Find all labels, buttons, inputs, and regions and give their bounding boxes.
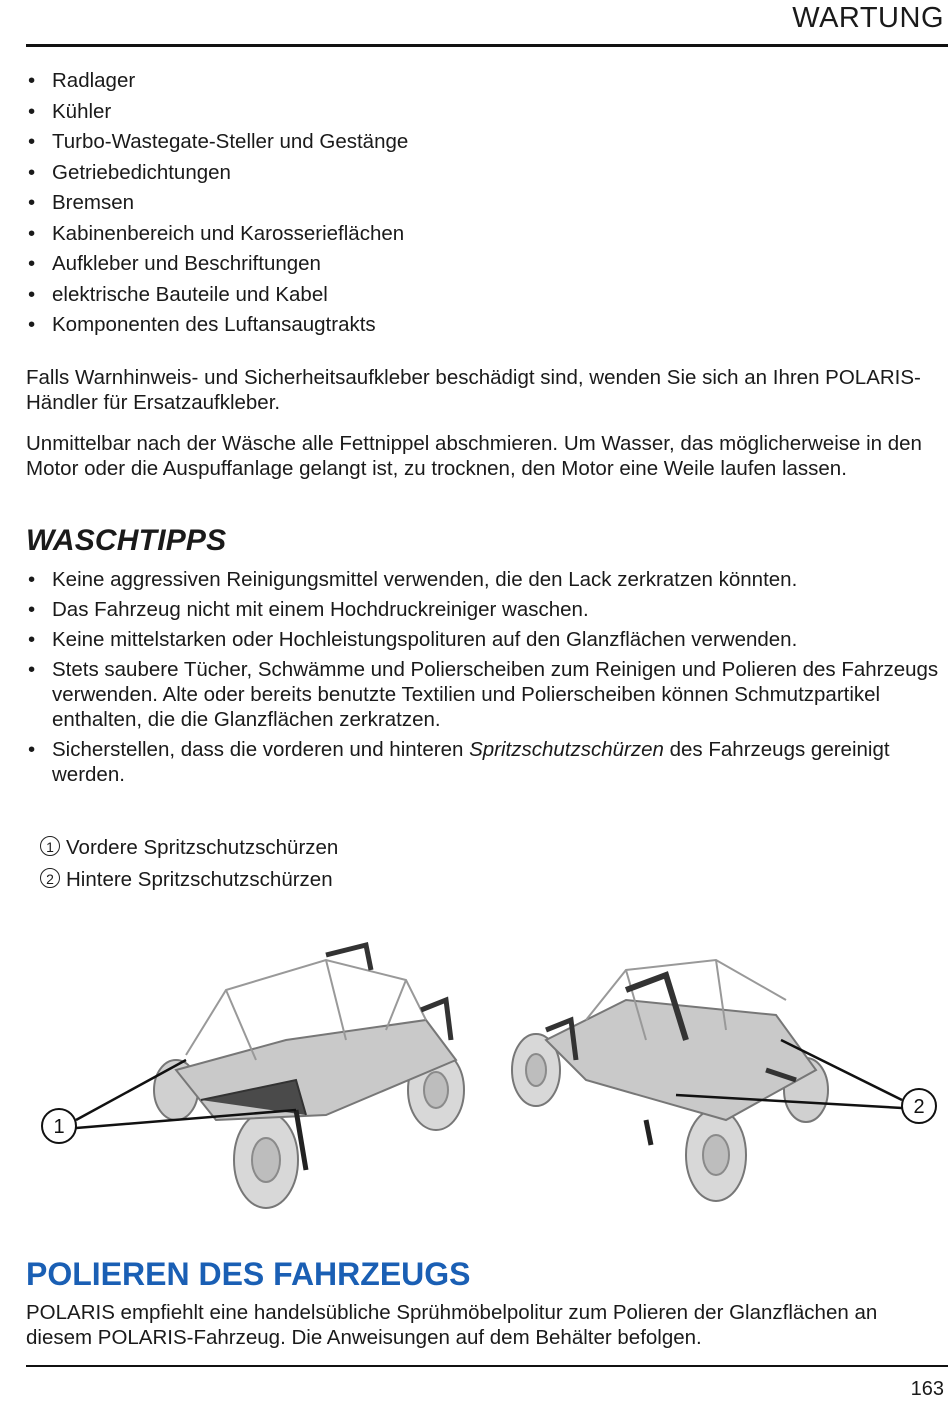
list-item: • Keine mittelstarken oder Hochleistungspolituren auf den Glanzflächen verwenden. — [26, 627, 941, 652]
list-item: • Radlager — [26, 68, 941, 99]
legend-item-rear — [40, 867, 333, 892]
legend-label: Vordere Spritzschutzschürzen — [66, 836, 339, 859]
utv-drawing-icon — [26, 930, 946, 1220]
page-number: 163 — [910, 1378, 944, 1400]
list-item: • Das Fahrzeug nicht mit einem Hochdruckreiniger waschen. — [26, 597, 941, 622]
legend-item-front — [40, 835, 338, 860]
callout-1-label: 1 — [53, 1116, 65, 1138]
rear-vehicle — [512, 960, 828, 1201]
front-vehicle — [154, 945, 464, 1208]
decals-paragraph: Falls Warnhinweis- und Sicherheitsaufkleber beschädigt sind, wenden Sie sich an Ihren POLARIS-Händler für Ersatzaufkleber. — [26, 366, 921, 414]
list-item: • Komponenten des Luftansaugtrakts — [26, 312, 941, 343]
callout-number-icon: 2 — [40, 868, 60, 888]
section-title: WARTUNG — [792, 2, 944, 34]
polishing-heading: POLIEREN DES FAHRZEUGS — [26, 1256, 471, 1292]
washing-tips-list — [26, 567, 941, 792]
list-item: • Turbo-Wastegate-Steller und Gestänge — [26, 129, 941, 160]
washing-tips-heading: WASCHTIPPS — [26, 524, 227, 557]
list-item: • Getriebedichtungen — [26, 160, 941, 191]
list-item: • Kabinenbereich und Karosserieflächen — [26, 221, 941, 252]
vehicle-illustration — [26, 930, 946, 1220]
inspection-list — [26, 68, 941, 343]
polishing-paragraph: POLARIS empfiehlt eine handelsübliche Sprühmöbelpolitur zum Polieren der Glanzflächen an diesem POLARIS-Fahrzeug. Die Anweisungen auf dem Behälter befolgen. — [26, 1301, 878, 1349]
callout-1 — [42, 1109, 76, 1143]
grease-paragraph: Unmittelbar nach der Wäsche alle Fettnippel abschmieren. Um Wasser, das möglicherweise in den Motor oder die Auspuffanlage gelangt ist, zu trocknen, den Motor eine Weile laufen lassen. — [26, 432, 922, 480]
footer-rule — [26, 1365, 948, 1367]
list-item: • elektrische Bauteile und Kabel — [26, 282, 941, 313]
list-item: • Bremsen — [26, 190, 941, 221]
list-item: • Keine aggressiven Reinigungsmittel verwenden, die den Lack zerkratzen könnten. — [26, 567, 941, 592]
tip-text: Sicherstellen, dass die vorderen und hinteren — [52, 738, 470, 761]
list-item: • Kühler — [26, 99, 941, 130]
header-rule — [26, 44, 948, 47]
legend-label: Hintere Spritzschutzschürzen — [66, 868, 333, 891]
list-item — [26, 737, 941, 787]
tip-emphasis: Spritzschutzschürzen — [469, 738, 664, 761]
tip-text: des Fahrzeugs gereinigt werden. — [52, 738, 890, 786]
callout-2 — [902, 1089, 936, 1123]
callout-2-label: 2 — [913, 1096, 925, 1118]
callout-number-icon: 1 — [40, 836, 60, 856]
list-item: • Stets saubere Tücher, Schwämme und Polierscheiben zum Reinigen und Polieren des Fahrzeugs verwenden. Alte oder bereits benutzte Textilien und Polierscheiben können Schmutzpartikel enthalten, die die Glanzflächen zerkratzen. — [26, 657, 941, 732]
list-item: • Aufkleber und Beschriftungen — [26, 251, 941, 282]
